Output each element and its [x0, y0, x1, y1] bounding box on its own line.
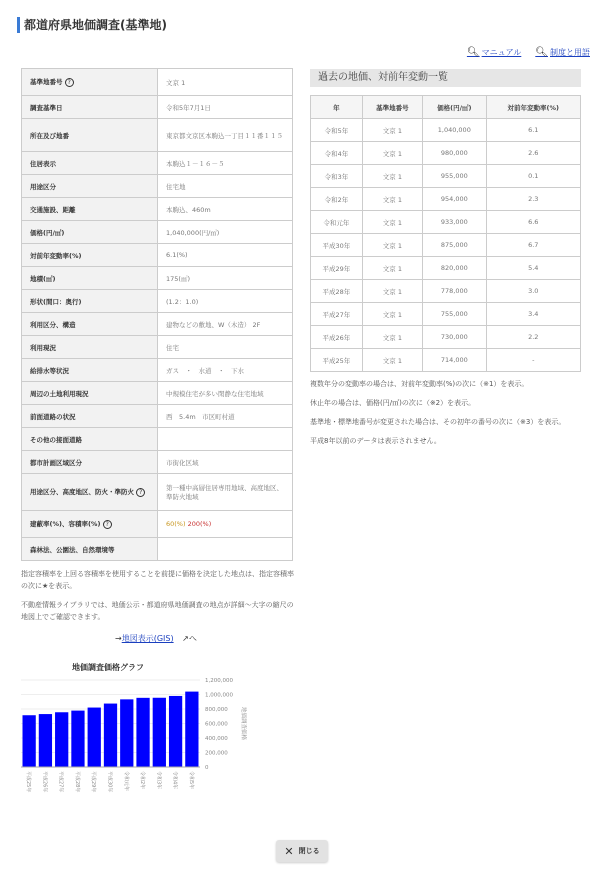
gis-link[interactable]: 地図表示(GIS)	[121, 634, 174, 643]
table-cell: 875,000	[423, 234, 487, 257]
info-row	[22, 221, 293, 244]
bar	[185, 692, 198, 767]
info-value	[158, 538, 293, 561]
label-text: 利用区分、構造	[30, 320, 76, 329]
table-cell: 980,000	[423, 142, 487, 165]
bar	[71, 711, 84, 767]
info-row	[22, 244, 293, 267]
close-icon: ✕	[284, 844, 294, 858]
gis-line	[115, 633, 197, 644]
table-row	[311, 234, 581, 257]
bar	[136, 698, 149, 767]
table-cell: 文京 1	[362, 119, 422, 142]
info-label	[22, 96, 158, 119]
info-value	[158, 428, 293, 451]
info-label	[22, 474, 158, 511]
table-cell: 平成29年	[311, 257, 363, 280]
info-row	[22, 474, 293, 511]
label-text: 都市計画区域区分	[30, 458, 82, 467]
table-row	[311, 349, 581, 372]
manual-label: マニュアル	[481, 48, 522, 57]
label-text: 建蔽率(%)、容積率(%)	[30, 520, 101, 529]
info-row	[22, 290, 293, 313]
table-cell: 平成30年	[311, 234, 363, 257]
table-row	[311, 257, 581, 280]
label-text: 周辺の土地利用現況	[30, 389, 89, 398]
table-cell: 6.6	[486, 211, 580, 234]
info-label	[22, 69, 158, 96]
price-chart	[0, 655, 260, 805]
info-label	[22, 511, 158, 538]
label-text: 森林法、公園法、自然環境等	[30, 545, 115, 554]
info-value: 住宅地	[158, 175, 293, 198]
column-header: 対前年変動率(%)	[486, 96, 580, 119]
table-cell: 文京 1	[362, 188, 422, 211]
external-link-icon: ↗	[182, 634, 189, 643]
close-label: 閉じる	[298, 847, 320, 855]
terms-label: 制度と用語	[550, 48, 590, 57]
note: 複数年分の変動率の場合は、対前年変動率(%)の次に（※1）を表示。	[310, 380, 529, 388]
help-links	[467, 47, 590, 58]
table-cell: 平成28年	[311, 280, 363, 303]
info-label	[22, 290, 158, 313]
x-tick-label: 平成28年	[73, 771, 80, 793]
table-cell: 2.6	[486, 142, 580, 165]
info-value: 市街化区域	[158, 451, 293, 474]
info-row	[22, 428, 293, 451]
info-value: 中規模住宅が多い閑静な住宅地域	[158, 382, 293, 405]
bar	[169, 696, 182, 767]
table-cell: 755,000	[423, 303, 487, 326]
info-value: 建物などの敷地、W（木造） 2F	[158, 313, 293, 336]
info-row	[22, 313, 293, 336]
info-row	[22, 69, 293, 96]
table-cell: 778,000	[423, 280, 487, 303]
x-tick-label: 令和4年	[171, 771, 178, 790]
table-cell: 平成27年	[311, 303, 363, 326]
x-tick-label: 平成26年	[41, 771, 48, 793]
label-text: 前面道路の状況	[30, 412, 76, 421]
help-icon[interactable]: ?	[136, 488, 145, 497]
column-header: 基準地番号	[362, 96, 422, 119]
floor-area-ratio: 200(%)	[187, 520, 212, 528]
gis-suffix: へ	[188, 634, 197, 643]
table-row	[311, 211, 581, 234]
page-title: 都道府県地価調査(基準地)	[17, 17, 167, 33]
x-tick-label: 平成27年	[57, 771, 64, 793]
note: 指定容積率を上回る容積率を使用することを前提に価格を決定した地点は、指定容積率の次に★を表示。	[21, 570, 294, 590]
bar	[120, 699, 133, 767]
label-text: 住居表示	[30, 159, 56, 168]
y-tick-label: 600,000	[205, 721, 228, 728]
table-row	[311, 165, 581, 188]
info-label	[22, 175, 158, 198]
info-row	[22, 119, 293, 152]
table-cell: 6.1	[486, 119, 580, 142]
info-value: 令和5年7月1日	[158, 96, 293, 119]
y-tick-label: 400,000	[205, 736, 228, 742]
info-label	[22, 382, 158, 405]
history-table	[310, 95, 581, 372]
table-cell: 令和3年	[311, 165, 363, 188]
arrow-text: →	[115, 634, 122, 643]
table-cell: 5.4	[486, 257, 580, 280]
info-label	[22, 152, 158, 175]
info-label	[22, 359, 158, 382]
table-cell: -	[486, 349, 580, 372]
info-label	[22, 267, 158, 290]
label-text: 所在及び地番	[30, 131, 69, 140]
info-value: 本駒込、460m	[158, 198, 293, 221]
y-tick-label: 1,200,000	[205, 678, 233, 684]
bar	[153, 698, 166, 767]
table-row	[311, 119, 581, 142]
search-icon: 🔍︎	[466, 47, 480, 58]
info-value: 175(㎡)	[158, 267, 293, 290]
note: 基準地・標準地番号が変更された場合は、その初年の番号の次に（※3）を表示。	[310, 418, 566, 426]
label-text: 地積(㎡)	[30, 274, 56, 283]
table-cell: 令和2年	[311, 188, 363, 211]
label-text: 基準地番号	[30, 78, 63, 87]
info-label	[22, 198, 158, 221]
info-value	[158, 511, 293, 538]
x-tick-label: 平成30年	[106, 771, 113, 793]
label-text: 価格(円/㎡)	[30, 228, 65, 237]
info-value: ガス ・ 水道 ・ 下水	[158, 359, 293, 382]
table-cell: 6.7	[486, 234, 580, 257]
y-tick-label: 1,000,000	[205, 692, 233, 699]
bar	[88, 708, 101, 767]
left-notes	[21, 568, 296, 630]
table-cell: 文京 1	[362, 211, 422, 234]
x-tick-label: 令和3年	[155, 771, 162, 790]
table-cell: 平成25年	[311, 349, 363, 372]
label-text: 利用現況	[30, 343, 56, 352]
note: 不動産情報ライブラリでは、地価公示・都道府県地価調査の地点が詳細～大字の縮尺の地図上でご確認できます。	[21, 601, 294, 621]
info-value: 住宅	[158, 336, 293, 359]
table-cell: 文京 1	[362, 303, 422, 326]
label-text: 用途区分	[30, 182, 56, 191]
x-tick-label: 令和元年	[122, 771, 129, 792]
table-cell: 令和元年	[311, 211, 363, 234]
table-row	[311, 303, 581, 326]
table-cell: 1,040,000	[423, 119, 487, 142]
table-cell: 文京 1	[362, 280, 422, 303]
table-cell: 令和5年	[311, 119, 363, 142]
info-row	[22, 359, 293, 382]
table-cell: 820,000	[423, 257, 487, 280]
info-row	[22, 96, 293, 119]
help-icon[interactable]: ?	[103, 520, 112, 529]
info-row	[22, 336, 293, 359]
terms-link[interactable]	[535, 47, 590, 58]
table-cell: 文京 1	[362, 257, 422, 280]
label-text: 用途区分、高度地区、防火・準防火	[30, 488, 134, 497]
info-value: 東京都文京区本駒込一丁目１１番１１５	[158, 119, 293, 152]
search-icon: 🔍︎	[535, 47, 548, 58]
info-value: 6.1(%)	[158, 244, 293, 267]
label-text: 調査基準日	[30, 103, 63, 112]
y-tick-label: 200,000	[205, 750, 228, 757]
table-cell: 文京 1	[362, 326, 422, 349]
table-cell: 令和4年	[311, 142, 363, 165]
y-axis-label: 地価調査価格	[240, 706, 246, 741]
history-notes	[310, 378, 585, 454]
help-icon[interactable]: ?	[65, 78, 74, 87]
table-cell: 3.0	[486, 280, 580, 303]
column-header: 年	[311, 96, 363, 119]
history-heading: 過去の地価、対前年変動一覧	[310, 69, 581, 87]
bar	[104, 704, 117, 767]
info-value: (1.2：1.0)	[158, 290, 293, 313]
note: 平成8年以前のデータは表示されません。	[310, 437, 441, 445]
table-cell: 文京 1	[362, 165, 422, 188]
table-row	[311, 142, 581, 165]
info-label	[22, 428, 158, 451]
info-label	[22, 451, 158, 474]
x-tick-label: 平成25年	[25, 771, 32, 793]
table-row	[311, 188, 581, 211]
table-row	[311, 280, 581, 303]
table-cell: 文京 1	[362, 142, 422, 165]
coverage-ratio: 60(%)	[166, 520, 186, 528]
x-tick-label: 平成29年	[90, 771, 97, 793]
column-header: 価格(円/㎡)	[423, 96, 487, 119]
site-info-table	[21, 68, 293, 561]
label-text: 対前年変動率(%)	[30, 251, 82, 260]
manual-link[interactable]	[467, 47, 521, 58]
info-label	[22, 119, 158, 152]
info-row	[22, 175, 293, 198]
y-tick-label: 800,000	[205, 707, 228, 713]
info-value: 1,040,000(円/㎡)	[158, 221, 293, 244]
bar	[23, 715, 36, 767]
info-label	[22, 538, 158, 561]
bar	[39, 714, 52, 767]
info-label	[22, 405, 158, 428]
table-cell: 2.3	[486, 188, 580, 211]
table-cell: 3.4	[486, 303, 580, 326]
table-cell: 平成26年	[311, 326, 363, 349]
info-label	[22, 313, 158, 336]
table-cell: 933,000	[423, 211, 487, 234]
table-cell: 954,000	[423, 188, 487, 211]
info-row	[22, 451, 293, 474]
table-cell: 2.2	[486, 326, 580, 349]
info-value: 西 5.4m 市区町村道	[158, 405, 293, 428]
info-row	[22, 538, 293, 561]
info-label	[22, 336, 158, 359]
table-cell: 955,000	[423, 165, 487, 188]
info-row	[22, 198, 293, 221]
table-cell: 730,000	[423, 326, 487, 349]
info-value: 本駒込１－１６－５	[158, 152, 293, 175]
y-tick-label: 0	[205, 765, 209, 771]
label-text: 給排水等状況	[30, 366, 69, 375]
table-cell: 0.1	[486, 165, 580, 188]
x-tick-label: 令和5年	[187, 771, 194, 790]
table-cell: 714,000	[423, 349, 487, 372]
info-value: 第一種中高層住居専用地域、高度地区、準防火地域	[158, 474, 293, 511]
label-text: 形状(間口：奥行)	[30, 297, 82, 306]
label-text: 交通施設、距離	[30, 205, 76, 214]
x-tick-label: 令和2年	[139, 771, 146, 790]
note: 休止年の場合は、価格(円/㎡)の次に（※2）を表示。	[310, 399, 476, 407]
chart-title: 地価調査価格グラフ	[72, 663, 144, 672]
info-row	[22, 511, 293, 538]
label-text: その他の接面道路	[30, 435, 82, 444]
info-value: 文京 1	[158, 69, 293, 96]
info-row	[22, 382, 293, 405]
bar	[55, 712, 68, 767]
table-cell: 文京 1	[362, 349, 422, 372]
info-row	[22, 405, 293, 428]
info-label	[22, 244, 158, 267]
info-row	[22, 152, 293, 175]
close-button[interactable]	[276, 840, 328, 862]
table-cell: 文京 1	[362, 234, 422, 257]
table-row	[311, 326, 581, 349]
info-row	[22, 267, 293, 290]
info-label	[22, 221, 158, 244]
